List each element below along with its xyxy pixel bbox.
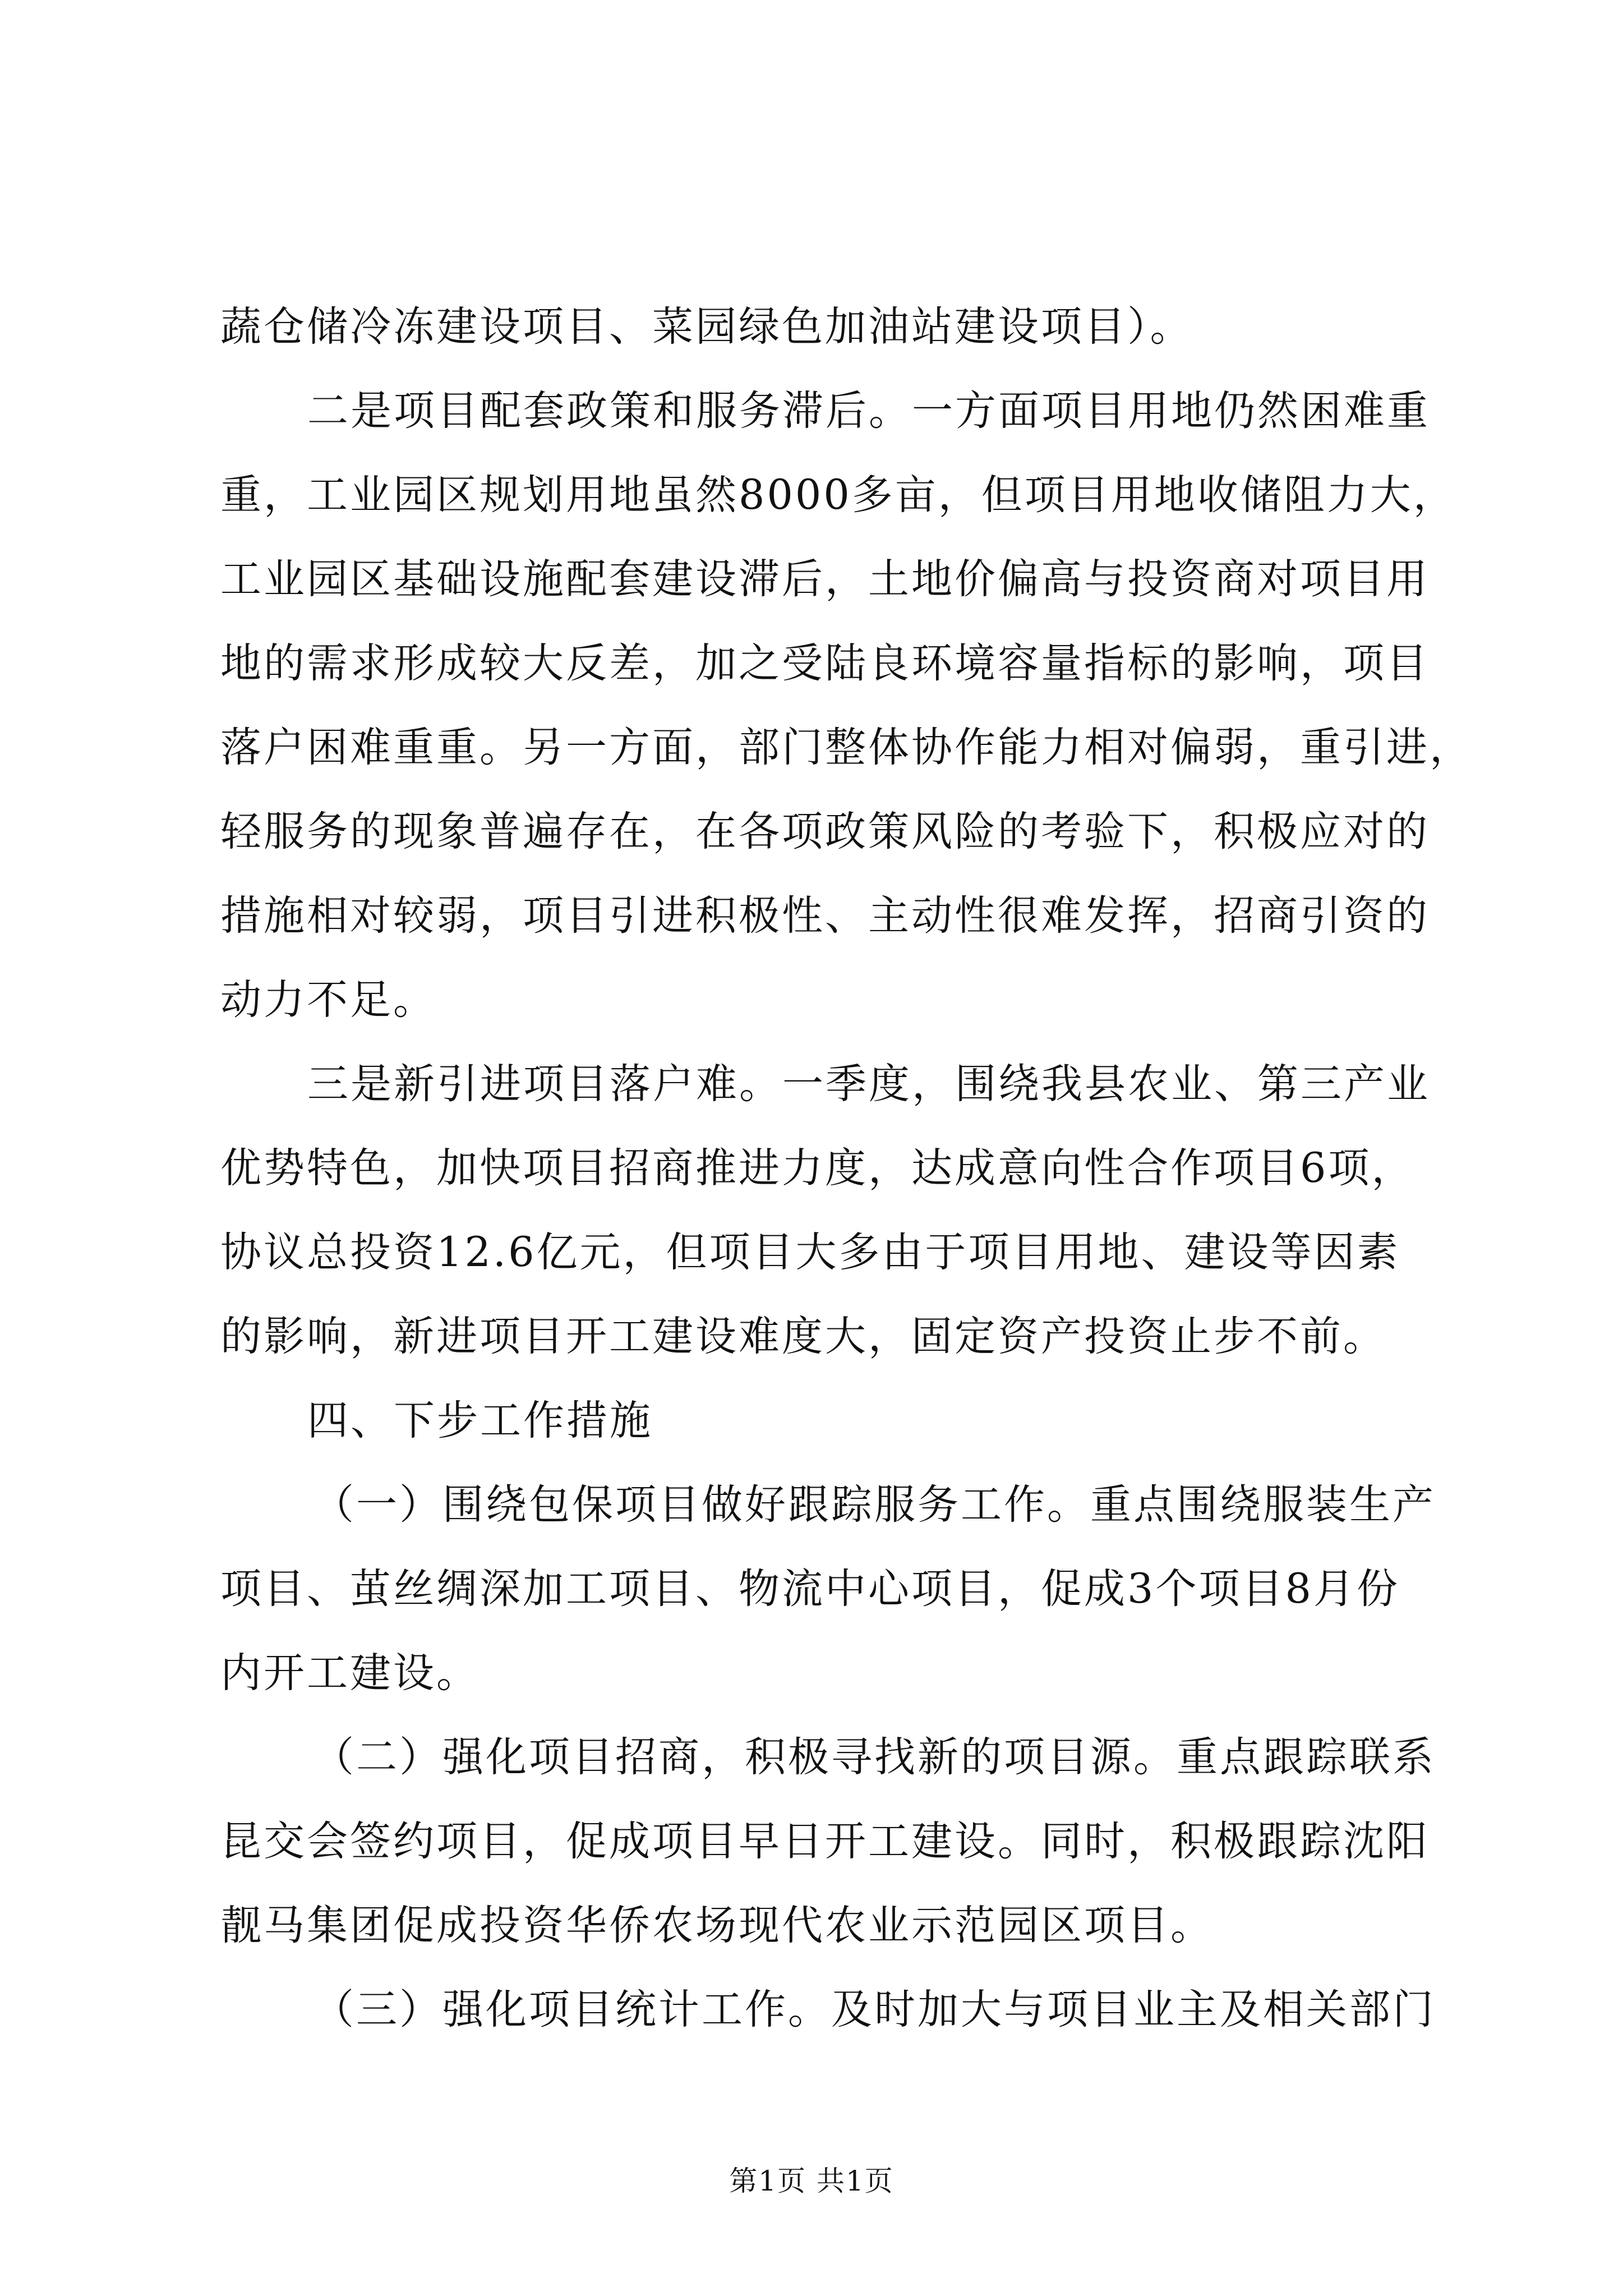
text-line: 三是新引进项目落户难。一季度，围绕我县农业、第三产业: [307, 1060, 1430, 1108]
text-line: 的影响，新进项目开工建设难度大，固定资产投资止步不前。: [220, 1313, 1386, 1360]
text-line: 昆交会签约项目，促成项目早日开工建设。同时，积极跟踪沈阳: [220, 1818, 1430, 1865]
text-line: 靓马集团促成投资华侨农场现代农业示范园区项目。: [220, 1902, 1214, 1949]
page-number-footer: 第1页 共1页: [729, 2165, 894, 2197]
text-line: 蔬仓储冷冻建设项目、菜园绿色加油站建设项目）。: [220, 303, 1193, 351]
text-line: 地的需求形成较大反差，加之受陆良环境容量指标的影响，项目: [220, 639, 1430, 687]
text-line: 重，工业园区规划用地虽然8000多亩，但项目用地收储阻力大，: [220, 471, 1456, 519]
text-line: 措施相对较弱，项目引进积极性、主动性很难发挥，招商引资的: [220, 892, 1430, 940]
text-line: 协议总投资12.6亿元，但项目大多由于项目用地、建设等因素: [220, 1228, 1400, 1276]
text-line: （二）强化项目招商，积极寻找新的项目源。重点跟踪联系: [313, 1733, 1436, 1781]
text-line: 优势特色，加快项目招商推进力度，达成意向性合作项目6项，: [220, 1144, 1415, 1192]
text-line: （三）强化项目统计工作。及时加大与项目业主及相关部门: [313, 1986, 1436, 2033]
text-line: 动力不足。: [220, 976, 436, 1024]
section-heading: 四、下步工作措施: [307, 1397, 653, 1444]
text-line: 轻服务的现象普遍存在，在各项政策风险的考验下，积极应对的: [220, 808, 1430, 855]
text-line: （一）围绕包保项目做好跟踪服务工作。重点围绕服装生产: [313, 1481, 1436, 1529]
text-line: 二是项目配套政策和服务滞后。一方面项目用地仍然困难重: [307, 387, 1430, 435]
text-line: 落户困难重重。另一方面，部门整体协作能力相对偏弱，重引进，: [220, 724, 1473, 771]
text-line: 项目、茧丝绸深加工项目、物流中心项目，促成3个项目8月份: [220, 1565, 1400, 1613]
text-line: 内开工建设。: [220, 1649, 479, 1697]
text-line: 工业园区基础设施配套建设滞后，土地价偏高与投资商对项目用: [220, 555, 1430, 603]
